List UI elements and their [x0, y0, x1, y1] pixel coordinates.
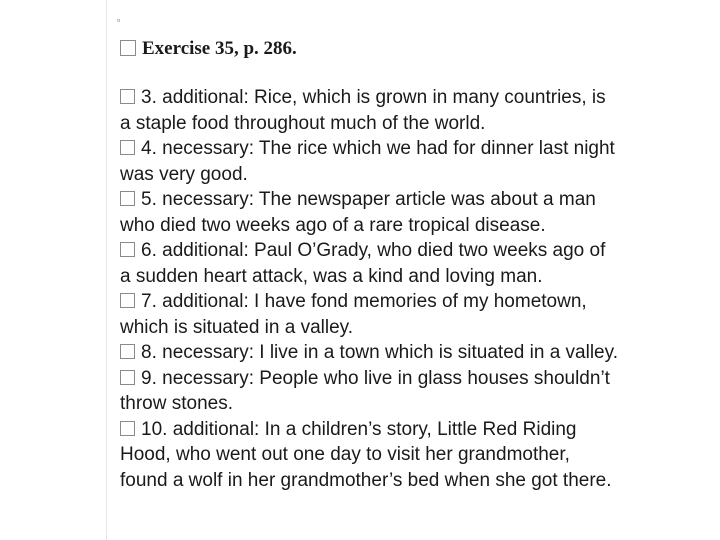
- checkbox-bullet-icon: [120, 40, 136, 56]
- answer-item: [120, 366, 702, 392]
- answer-text: a staple food throughout much of the world.: [120, 112, 486, 134]
- answer-item: [120, 238, 702, 264]
- answer-text: 6. additional: Paul O’Grady, who died two weeks ago of: [141, 240, 606, 261]
- checkbox-bullet-icon: [120, 191, 135, 206]
- answer-text: 4. necessary: The rice which we had for dinner last night: [141, 138, 615, 159]
- answer-item: [120, 289, 702, 315]
- answer-item-continuation: [120, 213, 702, 239]
- answer-text: 9. necessary: People who live in glass houses shouldn’t: [141, 367, 610, 389]
- answer-item: [120, 85, 702, 111]
- answer-item: [120, 417, 702, 443]
- answer-text: 7. additional: I have fond memories of my hometown,: [141, 291, 587, 312]
- answer-item-continuation: [120, 468, 702, 494]
- left-divider-line: [106, 0, 107, 540]
- answer-item-continuation: [120, 315, 702, 341]
- answer-text: found a wolf in her grandmother’s bed when she got there.: [120, 469, 612, 491]
- answer-text: throw stones.: [120, 393, 233, 414]
- answer-item-continuation: [120, 442, 702, 468]
- answer-text: 8. necessary: I live in a town which is situated in a valley.: [141, 342, 618, 363]
- checkbox-bullet-icon: [120, 344, 135, 359]
- answer-text: which is situated in a valley.: [120, 316, 354, 338]
- answer-text: who died two weeks ago of a rare tropical disease.: [120, 214, 546, 236]
- checkbox-bullet-icon: [120, 140, 135, 155]
- answer-text: Hood, who went out one day to visit her grandmother,: [120, 444, 570, 465]
- checkbox-bullet-icon: [120, 370, 135, 385]
- answer-item-continuation: [120, 111, 702, 137]
- answer-list: [120, 85, 702, 493]
- checkbox-bullet-icon: [120, 89, 135, 104]
- answer-text: was very good.: [120, 163, 248, 185]
- answer-item-continuation: [120, 162, 702, 188]
- answer-text: 5. necessary: The newspaper article was about a man: [141, 189, 596, 210]
- answer-item-continuation: [120, 391, 702, 417]
- exercise-heading: [120, 38, 297, 60]
- checkbox-bullet-icon: [120, 293, 135, 308]
- answer-text: a sudden heart attack, was a kind and loving man.: [120, 265, 543, 287]
- answer-item-continuation: [120, 264, 702, 290]
- checkbox-bullet-icon: [120, 242, 135, 257]
- checkbox-bullet-icon: [120, 421, 135, 436]
- exercise-title: Exercise 35, p. 286.: [142, 38, 297, 59]
- answer-item: [120, 187, 702, 213]
- answer-text: 3. additional: Rice, which is grown in many countries, is: [141, 87, 606, 108]
- answer-text: 10. additional: In a children’s story, Little Red Riding: [141, 418, 577, 440]
- answer-item: [120, 136, 702, 162]
- answer-item: [120, 340, 702, 366]
- small-square-icon: ▫: [117, 15, 121, 25]
